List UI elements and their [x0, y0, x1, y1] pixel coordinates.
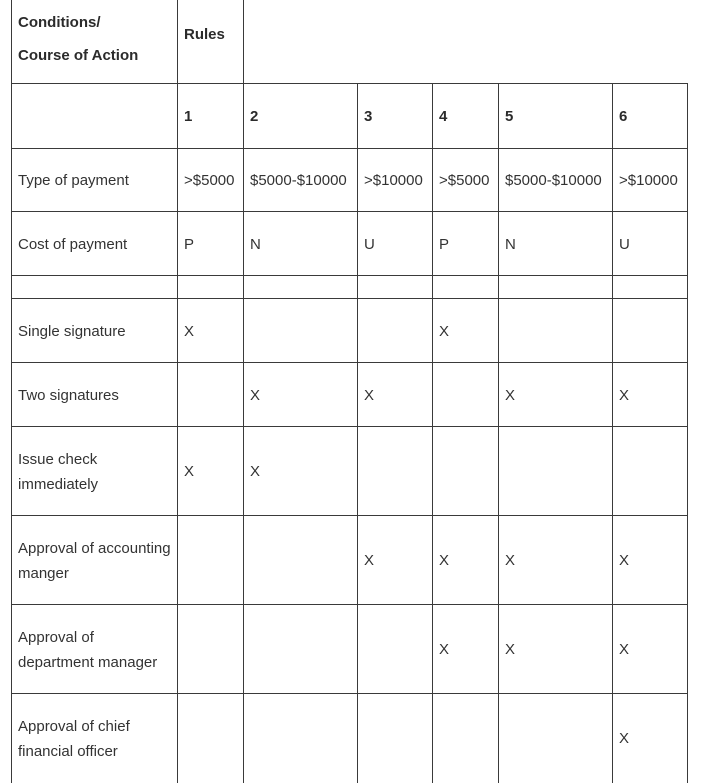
- table-cell: [358, 694, 433, 783]
- table-cell: [433, 427, 499, 516]
- table-cell: U: [619, 235, 630, 253]
- table-cell: [358, 299, 433, 363]
- table-cell: $5000-$10000: [505, 171, 602, 189]
- table-cell: X: [505, 552, 516, 569]
- grid-line: [612, 84, 613, 783]
- grid-line: [11, 211, 688, 212]
- grid-line: [177, 0, 178, 783]
- table-cell: [244, 605, 358, 694]
- grid-line: [11, 604, 688, 605]
- grid-line: [687, 84, 688, 783]
- row-label: Issue check immediately: [18, 450, 99, 493]
- table-cell: [433, 363, 499, 427]
- table-cell: $5000-$10000: [250, 171, 347, 189]
- table-cell: [358, 605, 433, 694]
- table-cell: >$5000: [439, 171, 490, 189]
- table-cell: U: [364, 235, 375, 253]
- table-cell: [244, 299, 358, 363]
- table-cell: [178, 694, 244, 783]
- rules-header: Rules: [184, 25, 225, 43]
- table-cell: X: [619, 386, 630, 404]
- grid-line: [11, 693, 688, 694]
- table-cell: [178, 605, 244, 694]
- grid-line: [243, 0, 244, 783]
- table-cell: [499, 427, 613, 516]
- grid-line: [11, 426, 688, 427]
- table-cell: X: [364, 552, 375, 569]
- rule-number: 1: [184, 107, 193, 125]
- row-label: Single signature: [18, 322, 126, 340]
- table-cell: P: [184, 235, 195, 253]
- table-cell: X: [619, 641, 630, 658]
- table-cell: X: [250, 386, 261, 404]
- table-cell: X: [619, 730, 630, 747]
- grid-line: [432, 84, 433, 783]
- row-label: Two signatures: [18, 386, 119, 404]
- table-cell: [433, 694, 499, 783]
- rule-number: 4: [439, 107, 448, 125]
- row-label: Approval of accounting manger: [18, 539, 171, 582]
- table-cell: [178, 516, 244, 605]
- table-cell: X: [505, 386, 516, 404]
- table-cell: [244, 516, 358, 605]
- table-cell: X: [250, 463, 261, 480]
- grid-line: [11, 515, 688, 516]
- row-label: Approval of department manager: [18, 628, 158, 671]
- corner-header: [12, 0, 178, 84]
- table-cell: >$5000: [184, 171, 235, 189]
- grid-line: [498, 84, 499, 783]
- grid-line: [11, 275, 688, 276]
- table-cell: [358, 427, 433, 516]
- grid-line: [11, 83, 178, 84]
- grid-line: [11, 0, 12, 783]
- table-cell: X: [505, 641, 516, 658]
- table-cell: [499, 694, 613, 783]
- rule-number: 2: [250, 107, 259, 125]
- table-cell: P: [439, 235, 450, 253]
- table-cell: X: [364, 386, 375, 404]
- table-cell: X: [439, 552, 450, 569]
- table-cell: X: [439, 641, 450, 658]
- rule-number: 5: [505, 107, 514, 125]
- table-cell: X: [619, 552, 630, 569]
- grid-line: [357, 84, 358, 783]
- row-label: Type of payment: [18, 171, 129, 189]
- grid-line: [177, 83, 688, 84]
- table-cell: X: [184, 322, 195, 340]
- grid-line: [11, 148, 688, 149]
- row-label: Cost of payment: [18, 235, 128, 253]
- table-cell: [499, 299, 613, 363]
- corner-header-line2: Course of Action: [18, 47, 139, 64]
- grid-line: [11, 298, 688, 299]
- table-cell: [613, 427, 688, 516]
- table-cell: [178, 363, 244, 427]
- table-cell: X: [184, 463, 195, 480]
- rule-number: 6: [619, 107, 628, 125]
- grid-line: [11, 362, 688, 363]
- table-cell: [244, 694, 358, 783]
- table-cell: N: [250, 235, 261, 253]
- table-cell: [613, 299, 688, 363]
- table-cell: X: [439, 322, 450, 340]
- corner-header-line1: Conditions/: [18, 14, 101, 31]
- table-cell: >$10000: [364, 171, 423, 189]
- table-cell: >$10000: [619, 171, 678, 189]
- table-cell: N: [505, 235, 516, 253]
- row-label: Approval of chief financial officer: [18, 717, 130, 760]
- rule-number: 3: [364, 107, 373, 125]
